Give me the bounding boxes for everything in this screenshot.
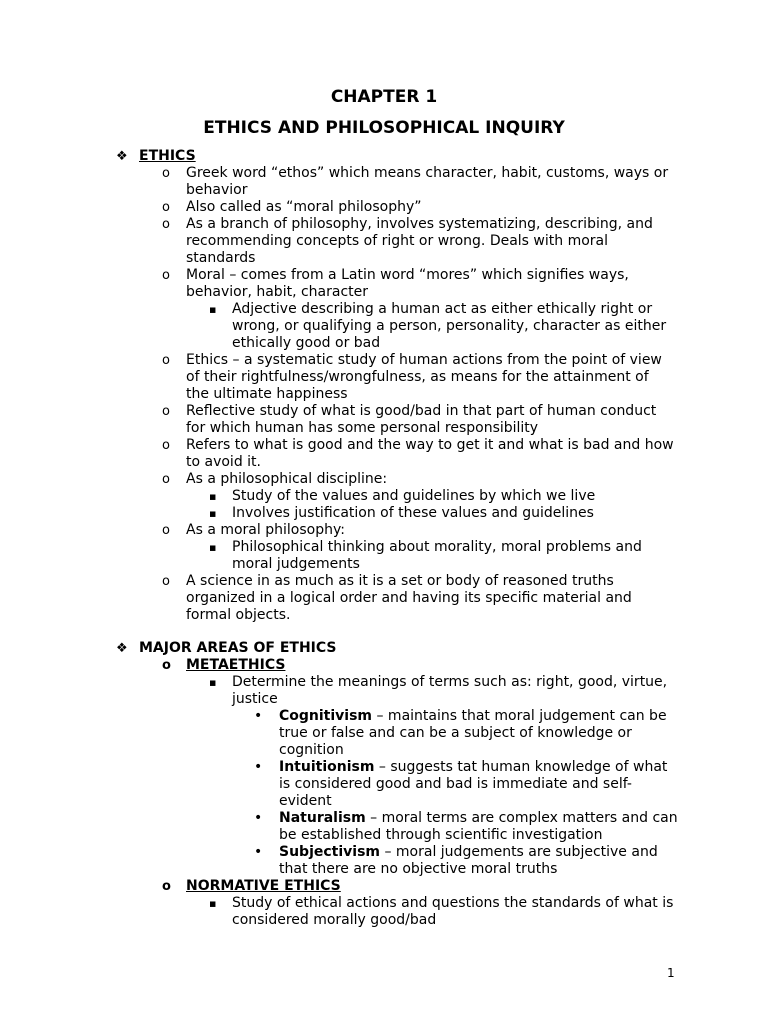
list-item bbox=[0, 471, 768, 488]
theory-description: – maintains that moral judgement can be true or false and can be a subject of knowledge or cognition bbox=[279, 708, 667, 758]
subsection-heading-normative: NORMATIVE ETHICS bbox=[186, 878, 341, 894]
circle-bullet-icon: o bbox=[162, 353, 170, 368]
theory-item bbox=[0, 708, 768, 759]
theory-description: – moral judgements are subjective and that there are no objective moral truths bbox=[279, 844, 658, 877]
circle-bullet-icon: o bbox=[162, 268, 170, 283]
list-item-text: Reflective study of what is good/bad in that part of human conduct for which human has some personal responsibility bbox=[186, 403, 657, 436]
list-item bbox=[0, 573, 768, 624]
list-item bbox=[0, 352, 768, 403]
subsection-metaethics bbox=[0, 657, 768, 674]
sub-list-item-text: Study of the values and guidelines by which we live bbox=[232, 488, 596, 504]
sub-list-item-text: Study of ethical actions and questions the standards of what is considered morally good/bad bbox=[232, 895, 674, 928]
section-major-areas bbox=[0, 640, 768, 657]
sub-list-item-text: Determine the meanings of terms such as: right, good, virtue, justice bbox=[232, 674, 668, 707]
sub-list-item bbox=[0, 539, 768, 573]
list-item-text: A science in as much as it is a set or body of reasoned truths organized in a logical order and having its specific material and formal objects. bbox=[186, 573, 632, 623]
sub-list-item-text: Philosophical thinking about morality, moral problems and moral judgements bbox=[232, 539, 642, 572]
list-item-text: As a philosophical discipline: bbox=[186, 471, 388, 487]
square-bullet-icon: ▪ bbox=[209, 541, 217, 554]
section-spacer bbox=[0, 624, 768, 640]
list-item bbox=[0, 522, 768, 539]
list-item-text: Refers to what is good and the way to get it and what is bad and how to avoid it. bbox=[186, 437, 674, 470]
theory-term: Naturalism bbox=[279, 810, 366, 826]
list-item-text: Moral – comes from a Latin word “mores” which signifies ways, behavior, habit, character bbox=[186, 267, 629, 300]
section-heading-ethics: ETHICS bbox=[139, 148, 196, 164]
diamond-bullet-icon: ❖ bbox=[116, 641, 128, 656]
dot-bullet-icon: • bbox=[254, 810, 263, 826]
square-bullet-icon: ▪ bbox=[209, 897, 217, 910]
theory-term: Subjectivism bbox=[279, 844, 381, 860]
list-item bbox=[0, 403, 768, 437]
list-item bbox=[0, 267, 768, 301]
list-item bbox=[0, 437, 768, 471]
document-body bbox=[0, 148, 768, 929]
circle-bullet-icon: o bbox=[162, 472, 170, 487]
list-item-text: Ethics – a systematic study of human actions from the point of view of their rightfulness/wrongfulness, as means for the attainment of the ultimate happiness bbox=[186, 352, 662, 402]
subsection-heading-metaethics: METAETHICS bbox=[186, 657, 286, 673]
list-item-text: Greek word “ethos” which means character, habit, customs, ways or behavior bbox=[186, 165, 669, 198]
list-item bbox=[0, 216, 768, 267]
theory-description: – suggests tat human knowledge of what is considered good and bad is immediate and self-evident bbox=[279, 759, 668, 809]
list-item bbox=[0, 199, 768, 216]
theory-term: Intuitionism bbox=[279, 759, 375, 775]
theory-description: – moral terms are complex matters and can be established through scientific investigation bbox=[279, 810, 678, 843]
dot-bullet-icon: • bbox=[254, 708, 263, 724]
list-item-text: As a branch of philosophy, involves systematizing, describing, and recommending concepts of right or wrong. Deals with moral standards bbox=[186, 216, 653, 266]
circle-bullet-icon: o bbox=[162, 200, 170, 215]
square-bullet-icon: ▪ bbox=[209, 676, 217, 689]
sub-list-item bbox=[0, 674, 768, 708]
section-ethics bbox=[0, 148, 768, 165]
dot-bullet-icon: • bbox=[254, 844, 263, 860]
list-item-text: Also called as “moral philosophy” bbox=[186, 199, 422, 215]
dot-bullet-icon: • bbox=[254, 759, 263, 775]
theory-text bbox=[279, 708, 679, 759]
subsection-normative-ethics bbox=[0, 878, 768, 895]
sub-list-item-text: Adjective describing a human act as either ethically right or wrong, or qualifying a person, personality, character as either ethically good or bad bbox=[232, 301, 667, 351]
sub-list-item bbox=[0, 505, 768, 522]
circle-bullet-icon: o bbox=[162, 574, 170, 589]
list-item-text: As a moral philosophy: bbox=[186, 522, 345, 538]
chapter-number: CHAPTER 1 bbox=[330, 87, 438, 107]
sub-list-item bbox=[0, 895, 768, 929]
theory-text bbox=[279, 759, 679, 810]
theory-item bbox=[0, 844, 768, 878]
chapter-title: ETHICS AND PHILOSOPHICAL INQUIRY bbox=[203, 118, 565, 138]
circle-bullet-icon: o bbox=[162, 879, 171, 894]
theory-item bbox=[0, 759, 768, 810]
sub-list-item bbox=[0, 301, 768, 352]
sub-list-item-text: Involves justification of these values and guidelines bbox=[232, 505, 594, 521]
theory-text bbox=[279, 810, 679, 844]
circle-bullet-icon: o bbox=[162, 658, 171, 673]
theory-text bbox=[279, 844, 679, 878]
theory-term: Cognitivism bbox=[279, 708, 373, 724]
circle-bullet-icon: o bbox=[162, 523, 170, 538]
page-number: 1 bbox=[667, 966, 675, 980]
circle-bullet-icon: o bbox=[162, 166, 170, 181]
theory-item bbox=[0, 810, 768, 844]
square-bullet-icon: ▪ bbox=[209, 303, 217, 316]
sub-list-item bbox=[0, 488, 768, 505]
section-heading-major-areas: MAJOR AREAS OF ETHICS bbox=[139, 640, 337, 656]
circle-bullet-icon: o bbox=[162, 217, 170, 232]
square-bullet-icon: ▪ bbox=[209, 490, 217, 503]
diamond-bullet-icon: ❖ bbox=[116, 149, 128, 164]
square-bullet-icon: ▪ bbox=[209, 507, 217, 520]
circle-bullet-icon: o bbox=[162, 404, 170, 419]
circle-bullet-icon: o bbox=[162, 438, 170, 453]
list-item bbox=[0, 165, 768, 199]
